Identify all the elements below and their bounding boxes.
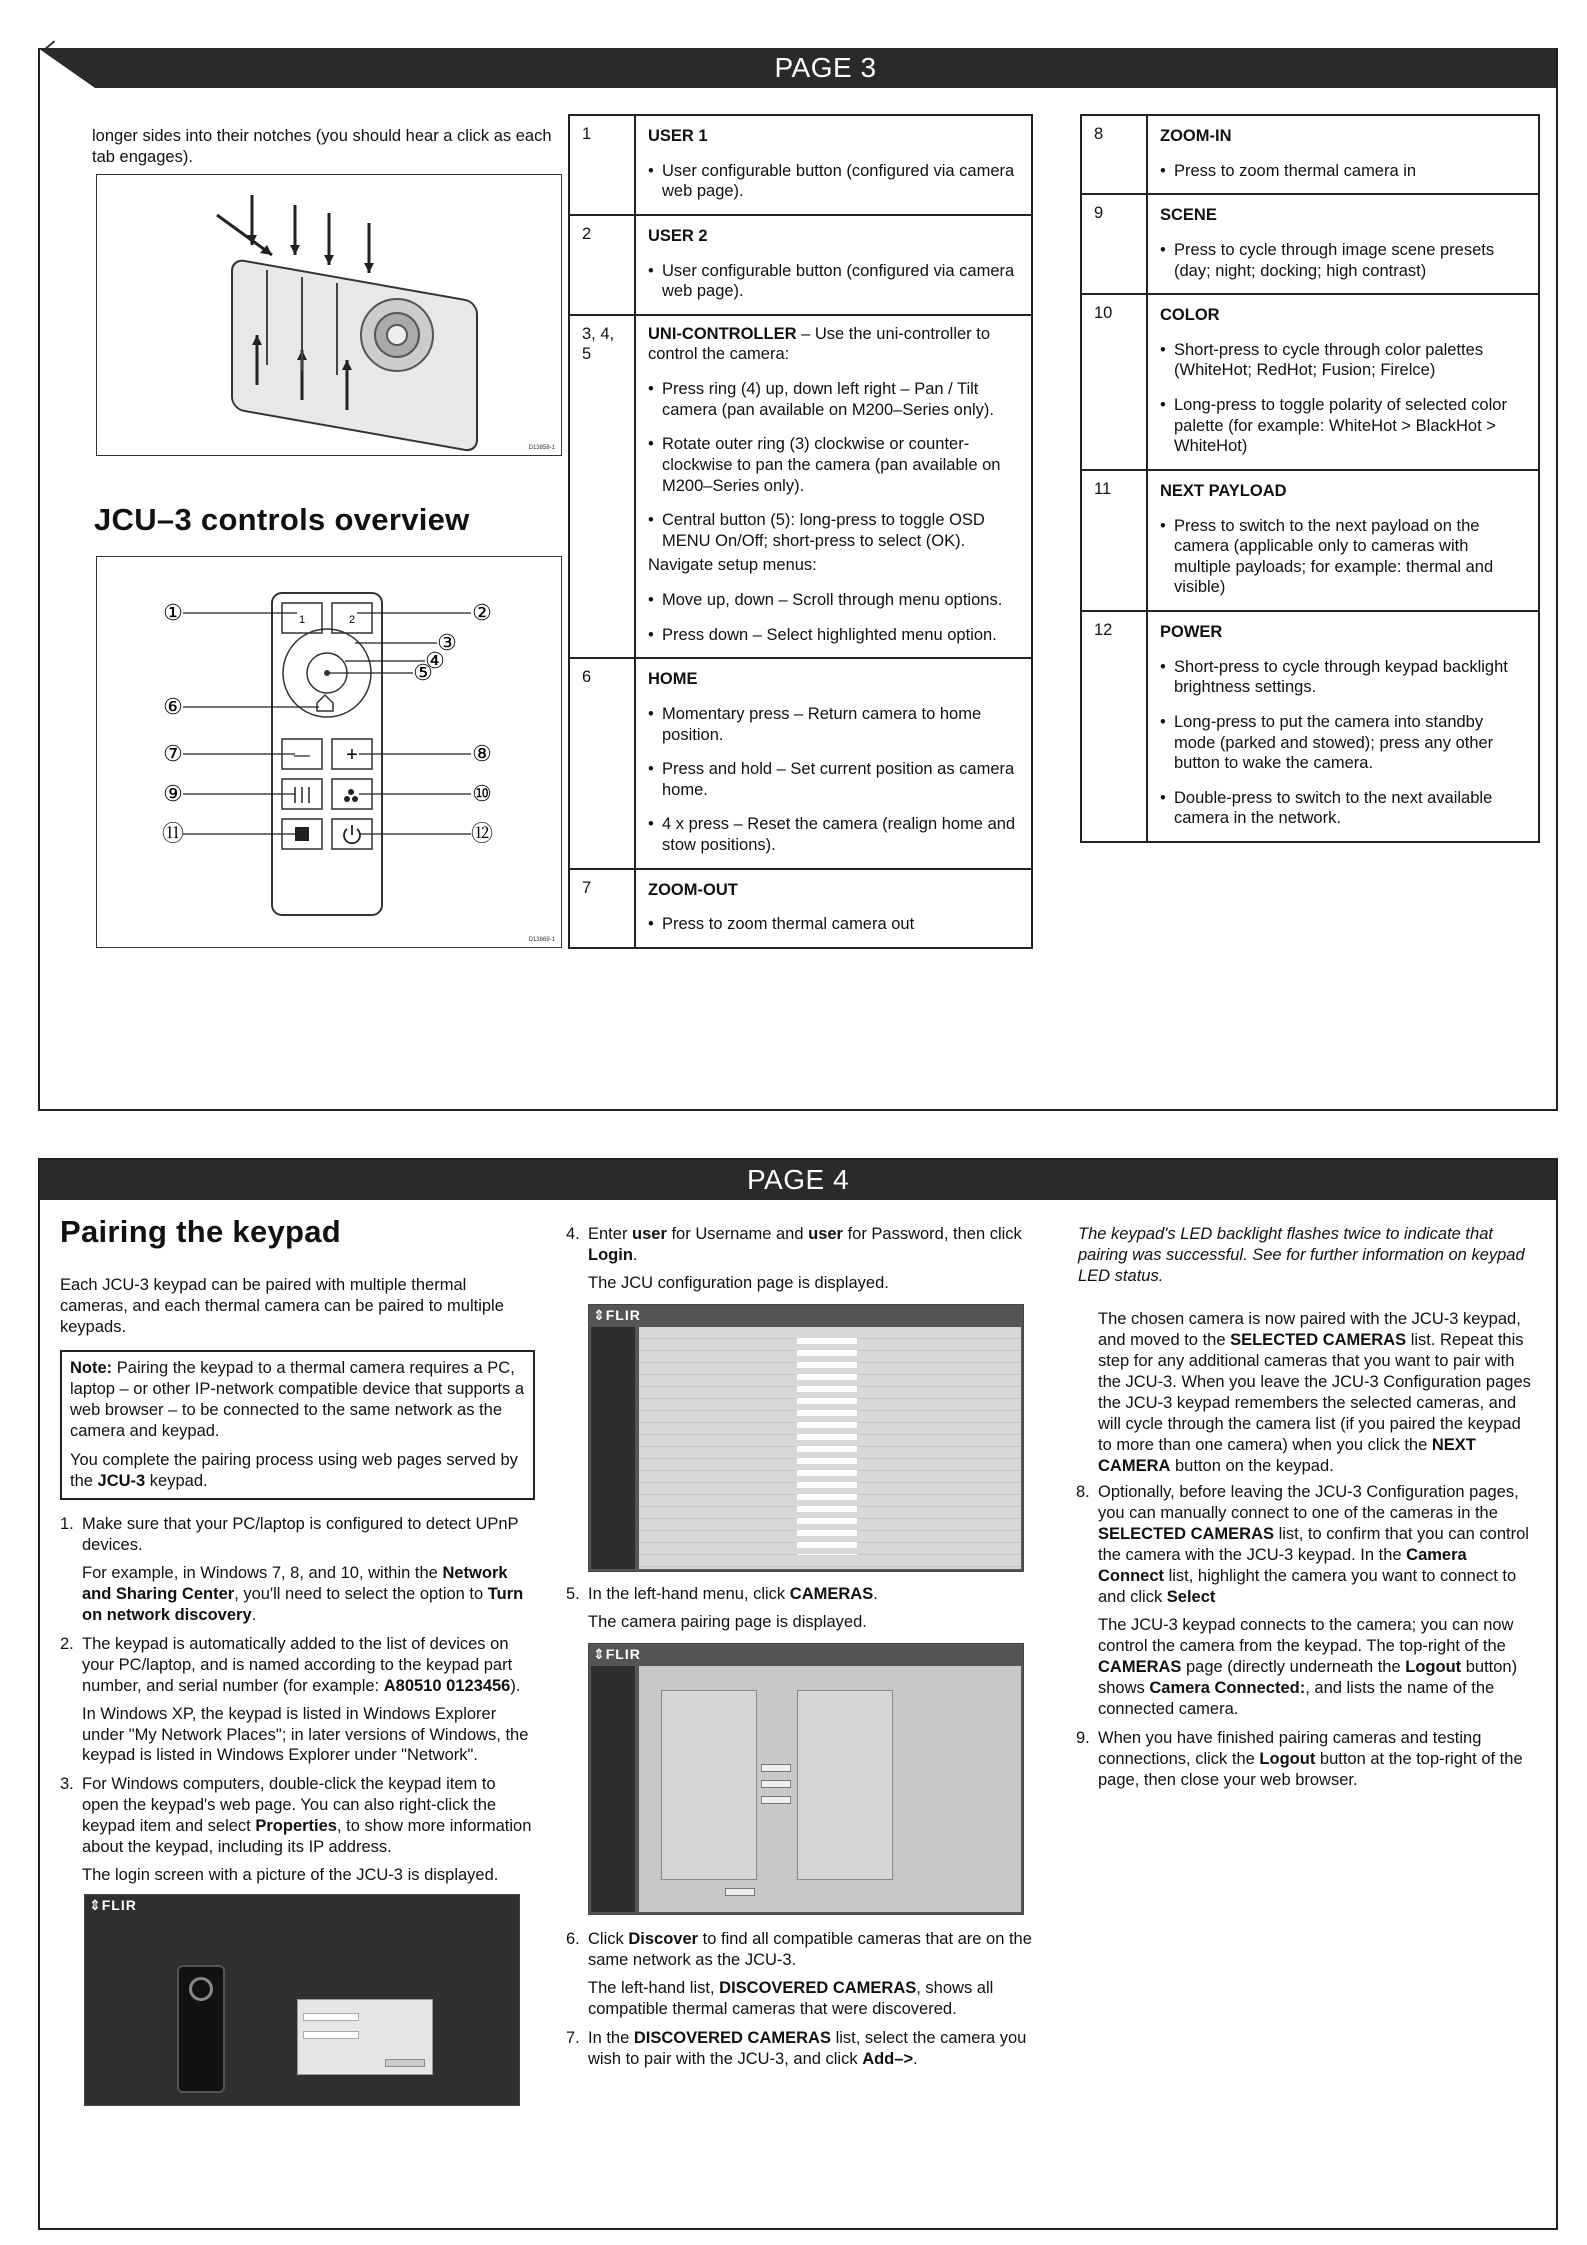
control-bullet: • Press to zoom thermal camera in [1160, 161, 1528, 182]
control-bullet: • Double-press to switch to the next available camera in the network. [1160, 788, 1528, 829]
flir-logo-text: FLIR [605, 1645, 641, 1662]
control-row-1 [569, 115, 1032, 215]
zoom-out-mark: — [294, 747, 310, 764]
login-screenshot [84, 1894, 520, 2106]
control-title: USER 1 [648, 127, 708, 145]
steps-list-1 [60, 1514, 535, 1886]
key-label-8: ⑧ [472, 741, 492, 766]
control-bullet: • Central button (5): long-press to toggle OSD MENU On/Off; short-press to select (OK). [648, 510, 1021, 551]
figure-id-1: D13858-1 [528, 445, 555, 451]
control-title: USER 2 [648, 226, 708, 245]
login-term: Login [588, 1245, 633, 1264]
keypad-install-illustration [97, 175, 563, 457]
steps-list-2 [566, 1224, 1041, 2069]
network-discovery-term: Turn on network discovery [82, 1584, 524, 1624]
discover-button [761, 1796, 791, 1804]
keypad-controls-diagram [97, 557, 563, 949]
control-row-8 [1081, 115, 1539, 194]
control-row-3-4-5 [569, 315, 1032, 659]
discovered-cameras-term-2: DISCOVERED CAMERAS [633, 2028, 831, 2047]
config-screenshot [588, 1304, 1024, 1572]
control-row-7 [569, 869, 1032, 948]
step-1-text: Make sure that your PC/laptop is configured to detect UPnP devices. [82, 1514, 519, 1554]
page3-left-col [92, 126, 562, 168]
note-label: Note: [70, 1359, 113, 1378]
selected-cameras-term-2: SELECTED CAMERAS [1098, 1525, 1275, 1544]
page4-banner [40, 1160, 1556, 1200]
username-value: user [632, 1225, 667, 1243]
connect-button [725, 1888, 755, 1896]
zoom-in-mark: + [346, 744, 358, 766]
banner-notch [38, 48, 95, 88]
password-value: user [808, 1225, 843, 1243]
properties-term: Properties [255, 1817, 337, 1836]
key-label-10: ⑩ [472, 781, 492, 806]
step-7-end: . [913, 2049, 918, 2068]
flir-logo: ⇕FLIR [89, 1897, 137, 1914]
step-2-xp-note: In Windows XP, the keypad is listed in Windows Explorer under "My Network Places"; in later versions of Windows, the keypad is listed in Windows Explorer under "Network". [82, 1704, 529, 1765]
navigate-menus-label: Navigate setup menus: [648, 556, 817, 575]
serial-example: A80510 0123456 [383, 1676, 511, 1695]
step-4-result: The JCU configuration page is displayed. [588, 1273, 889, 1292]
add-button [761, 1764, 791, 1772]
pairing-sidebar [591, 1666, 635, 1912]
key-label-12: ⑫ [470, 821, 494, 846]
control-num: 3, 4, 5 [569, 315, 635, 659]
step-1-example: For example, in Windows 7, 8, and 10, within the [82, 1563, 443, 1582]
control-bullet: • Press and hold – Set current position as camera home. [648, 759, 1021, 800]
pairing-intro: Each JCU-3 keypad can be paired with multiple thermal cameras, and each thermal camera can be paired to multiple keypads. [60, 1276, 504, 1337]
paired-text-end: button on the keypad. [1170, 1456, 1334, 1475]
control-num: 12 [1081, 611, 1147, 842]
step-5-text: In the left-hand menu, click [588, 1584, 790, 1603]
page3-banner-label: PAGE 3 [774, 52, 877, 83]
steps-list-3 [1076, 1482, 1536, 1790]
key-label-5: ⑤ [413, 660, 433, 685]
control-num: 7 [569, 869, 635, 948]
config-values [797, 1335, 857, 1555]
network-center-term: Network and Sharing Center [82, 1563, 508, 1603]
cameras-term-2: CAMERAS [1098, 1658, 1182, 1677]
step-1-example-mid: , you'll need to select the option to [234, 1584, 488, 1603]
control-num: 9 [1081, 194, 1147, 294]
pairing-heading: Pairing the keypad [60, 1214, 342, 1249]
camera-connected-term: Camera Connected: [1149, 1679, 1306, 1698]
control-bullet: • User configurable button (configured via camera web page). [648, 161, 1021, 202]
login-button [385, 2059, 425, 2067]
login-field-user [303, 2013, 359, 2021]
step-3-text: For Windows computers, double-click the keypad item to open the keypad's web page. You can also right-click the keypad item and select [82, 1775, 497, 1836]
step-2: 2. The keypad is automatically added to the list of devices on your PC/laptop, and is named according to the keypad part number, and serial number (for example: A80510 0123456). In Windows XP, the keypad is listed in Windows Explorer under "My Network Places"; in later versions of Windows, the keypad is listed in Windows Explorer under "Network". [60, 1634, 535, 1767]
note-text-2: You complete the pairing process using web pages served by the [70, 1451, 518, 1490]
controls-table-left [568, 114, 1033, 949]
control-bullet: • Rotate outer ring (3) clockwise or counter-clockwise to pan the camera (pan available on M200–Series only). [648, 434, 1021, 496]
page4-col2 [566, 1224, 1041, 2077]
step-4-mid2: for Password, then click [842, 1225, 1022, 1243]
step-8-mid2: list, highlight the camera you want to connect to and click [1098, 1567, 1517, 1607]
discovered-cameras-term: DISCOVERED CAMERAS [719, 1978, 917, 1997]
control-bullet: • Short-press to cycle through color palettes (WhiteHot; RedHot; Fusion; Firelce) [1160, 340, 1528, 381]
paired-text: The chosen camera is now paired with the JCU-3 keypad, and moved to the [1098, 1309, 1521, 1349]
cameras-term: CAMERAS [789, 1584, 874, 1603]
control-bullet: • Long-press to toggle polarity of selected color palette (for example: WhiteHot > BlackHot > WhiteHot) [1160, 395, 1528, 457]
controls-overview-figure [96, 556, 562, 948]
discovered-list-box [661, 1690, 757, 1880]
control-title: ZOOM-IN [1160, 127, 1232, 145]
control-title-suffix: – Use the uni-controller to control the camera: [648, 324, 990, 364]
intro-text: longer sides into their notches (you should hear a click as each tab engages). [92, 127, 552, 166]
select-term: Select [1166, 1588, 1216, 1607]
step-5-result: The camera pairing page is displayed. [588, 1612, 867, 1631]
flir-logo: ⇕FLIR [593, 1645, 641, 1662]
control-title: UNI-CONTROLLER [648, 324, 797, 343]
figure-id-2: D13869-1 [528, 937, 555, 943]
step-2-text: The keypad is automatically added to the list of devices on your PC/laptop, and is named according to the keypad part number, and serial number (for example: [82, 1634, 513, 1695]
control-num: 2 [569, 215, 635, 315]
control-row-10 [1081, 294, 1539, 470]
control-title: SCENE [1160, 206, 1217, 225]
step-4-mid: for Username and [666, 1225, 809, 1243]
control-bullet: • Press to switch to the next payload on the camera (applicable only to cameras with multiple payloads; for example: thermal and visible) [1160, 516, 1528, 599]
key-label-1: ① [163, 600, 183, 625]
control-bullet: • Long-press to put the camera into standby mode (parked and stowed); press any other button to wake the camera. [1160, 712, 1528, 774]
selected-list-box [797, 1690, 893, 1880]
step-3: 3. For Windows computers, double-click the keypad item to open the keypad's web page. You can also right-click the keypad item and select Properties, to show more information about the keypad, including its IP address. The login screen with a picture of the JCU-3 is displayed. [60, 1774, 535, 1886]
step-3-result: The login screen with a picture of the JCU-3 is displayed. [82, 1866, 499, 1885]
camera-connect-term: Camera Connect [1098, 1546, 1467, 1586]
key-label-9: ⑨ [163, 781, 183, 806]
page4-col3 [1076, 1224, 1536, 1799]
step-6-text: Click [588, 1929, 629, 1948]
add-term: Add–> [862, 2049, 914, 2068]
control-title: NEXT PAYLOAD [1160, 481, 1287, 500]
control-bullet: • Momentary press – Return camera to home position. [648, 704, 1021, 745]
note-text-2-end: keypad. [145, 1471, 208, 1490]
page3-banner [95, 48, 1556, 88]
page4-col1 [60, 1212, 535, 2106]
control-title: POWER [1160, 623, 1223, 641]
step-9: 9. When you have finished pairing cameras and testing connections, click the Logout button at the top-right of the page, then close your web browser. [1076, 1728, 1523, 1789]
step-1: 1. Make sure that your PC/laptop is configured to detect UPnP devices. For example, in Windows 7, 8, and 10, within the Network and Sharing Center, you'll need to select the option to Turn on network discovery. [60, 1514, 535, 1626]
keypad-install-figure [96, 174, 562, 456]
control-row-2 [569, 215, 1032, 315]
control-bullet: • 4 x press – Reset the camera (realign home and stow positions). [648, 814, 1021, 855]
note-jcu3: JCU-3 [97, 1471, 146, 1490]
step-2-end: ). [510, 1676, 521, 1695]
note-box [60, 1350, 535, 1500]
page4-banner-label: PAGE 4 [746, 1164, 850, 1195]
flir-logo-text: FLIR [605, 1306, 641, 1323]
step-7-text: In the [588, 2028, 634, 2047]
step-5: 5. In the left-hand menu, click CAMERAS. The camera pairing page is displayed. ⇕FLIR [566, 1584, 1041, 1915]
flir-logo-text: FLIR [101, 1897, 137, 1914]
page4-frame [38, 1158, 1558, 2230]
key-label-2: ② [472, 600, 492, 625]
step-7: 7. In the DISCOVERED CAMERAS list, select the camera you wish to pair with the JCU-3, and click Add–>. [566, 2028, 1027, 2068]
step-4: 4. Enter user for Username and user for Password, then click Login. The JCU configuration page is displayed. ⇕FLIR [566, 1224, 1041, 1572]
logout-term: Logout [1405, 1658, 1462, 1677]
remove-button [761, 1780, 791, 1788]
control-title: ZOOM-OUT [648, 880, 738, 899]
step-4-text: Enter [588, 1225, 633, 1243]
control-bullet: • Press down – Select highlighted menu option. [648, 625, 1021, 646]
pairing-screenshot [588, 1643, 1024, 1915]
control-num: 10 [1081, 294, 1147, 470]
led-note: The keypad's LED backlight flashes twice to indicate that pairing was successful. See for further information on keypad LED status. [1078, 1225, 1525, 1285]
step-6-end: to find all compatible cameras that are on the same network as the JCU-3. [588, 1929, 1032, 1969]
step-8-result-mid2: button) shows [1098, 1658, 1518, 1698]
control-row-11 [1081, 470, 1539, 611]
next-payload-icon [295, 827, 309, 841]
control-num: 11 [1081, 470, 1147, 611]
step-4-end: . [632, 1245, 638, 1264]
key-label-4: ④ [425, 648, 445, 673]
step-8-result: The JCU-3 keypad connects to the camera; you can now control the camera from the keypad. The top-right of the [1098, 1616, 1514, 1656]
step-6-result: The left-hand list, [588, 1978, 720, 1997]
step-8-mid: list, to confirm that you can control the camera with the JCU-3 keypad. In the [1098, 1525, 1529, 1565]
controls-table-right [1080, 114, 1540, 843]
control-num: 6 [569, 658, 635, 868]
key-label-7: ⑦ [163, 741, 183, 766]
step-9-end: button at the top-right of the page, then close your web browser. [1098, 1749, 1523, 1789]
note-text-1: Pairing the keypad to a thermal camera requires a PC, laptop – or other IP-network compatible device that supports a web browser – to be connected to the same network as the camera and keypad. [70, 1359, 524, 1441]
login-field-pass [303, 2031, 359, 2039]
selected-cameras-term: SELECTED CAMERAS [1230, 1330, 1407, 1349]
step-9-text: When you have finished pairing cameras and testing connections, click the [1098, 1728, 1482, 1768]
control-title: COLOR [1160, 306, 1220, 325]
flir-logo: ⇕FLIR [593, 1306, 641, 1323]
step-8-text: Optionally, before leaving the JCU-3 Configuration pages, you can manually connect to one of the cameras in the [1098, 1483, 1519, 1523]
control-bullet: • Press ring (4) up, down left right – Pan / Tilt camera (pan available on M200–Series only). [648, 379, 1021, 420]
step-8-result-mid: page (directly underneath the [1181, 1658, 1406, 1677]
paired-text-mid: list. Repeat this step for any additional cameras that you want to pair with the JCU-3. When you leave the JCU-3 Configuration pages the JCU-3 keypad remembers the selected cameras, and will cycle through the camera list (if you paired the keypad to more than one camera) when you click the [1098, 1330, 1531, 1454]
key-label-6: ⑥ [163, 694, 183, 719]
button-2-mark: 2 [348, 614, 356, 626]
step-3-end: , to show more information about the keypad, including its IP address. [82, 1817, 532, 1857]
control-num: 8 [1081, 115, 1147, 194]
key-label-11: ⑪ [161, 821, 185, 846]
page3-frame [38, 48, 1558, 1111]
next-camera-term: NEXT CAMERA [1098, 1435, 1476, 1475]
control-bullet: • Move up, down – Scroll through menu options. [648, 590, 1021, 611]
control-num: 1 [569, 115, 635, 215]
controls-overview-heading: JCU–3 controls overview [94, 502, 470, 537]
step-6-result-end: , shows all compatible thermal cameras that were discovered. [588, 1978, 994, 2018]
control-row-9 [1081, 194, 1539, 294]
step-8: 8. Optionally, before leaving the JCU-3 Configuration pages, you can manually connect to one of the cameras in the SELECTED CAMERAS list, to confirm that you can control the camera with the JCU-3 keypad. In the Camera Connect list, highlight the camera you want to connect to and click Select The JCU-3 keypad connects to the camera; you can now control the camera from the keypad. The top-right of the CAMERAS page (directly underneath the Logout button) shows Camera Connected:, and lists the name of the connected camera. [1076, 1483, 1529, 1719]
logout-term-2: Logout [1259, 1749, 1316, 1768]
step-1-example-end: . [251, 1605, 257, 1624]
control-bullet: • User configurable button (configured via camera web page). [648, 261, 1021, 302]
control-row-12 [1081, 611, 1539, 842]
button-1-mark: 1 [298, 614, 306, 626]
control-row-6 [569, 658, 1032, 868]
step-7-mid: list, select the camera you wish to pair with the JCU-3, and click [588, 2028, 1027, 2068]
config-sidebar [591, 1327, 635, 1569]
step-5-end: . [873, 1584, 878, 1603]
discover-term: Discover [628, 1929, 699, 1948]
keypad-dial [189, 1977, 213, 2001]
control-title: HOME [648, 670, 698, 689]
control-bullet: • Press to zoom thermal camera out [648, 914, 1021, 935]
step-8-result-end: , and lists the name of the connected camera. [1098, 1679, 1495, 1719]
step-6: 6. Click Discover to find all compatible cameras that are on the same network as the JCU-3. The left-hand list, DISCOVERED CAMERAS, shows all compatible thermal cameras that were discovered. [566, 1929, 1032, 2018]
control-bullet: • Short-press to cycle through keypad backlight brightness settings. [1160, 657, 1528, 698]
control-bullet: • Press to cycle through image scene presets (day; night; docking; high contrast) [1160, 240, 1528, 281]
key-label-3: ③ [437, 630, 457, 655]
